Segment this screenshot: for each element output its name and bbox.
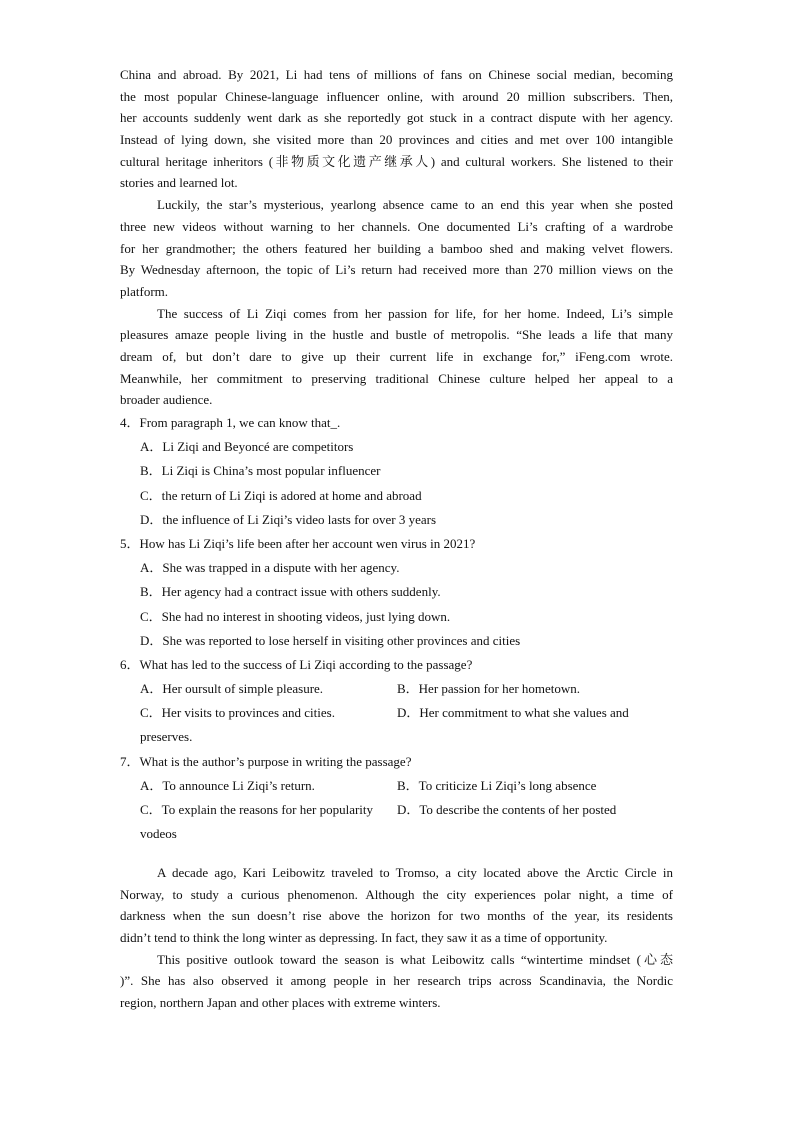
question-stem: 5．How has Li Ziqi’s life been after her account wen virus in 2021? xyxy=(120,535,476,551)
text-line: Meanwhile, her commitment to preserving traditional Chinese culture helped her appeal to a xyxy=(120,370,673,386)
question-item xyxy=(120,532,673,653)
text-line: the most popular Chinese-language influencer online, with around 20 million subscribers. Then, xyxy=(120,88,673,104)
text-line: darkness when the sun doesn’t rise above the horizon for two months of the year, its residents xyxy=(120,908,673,924)
question-item xyxy=(120,750,673,847)
text-line: pleasures amaze people living in the hustle and bustle of metropolis. “She leads a life that many xyxy=(120,327,673,343)
option-row xyxy=(120,774,673,798)
passage-two xyxy=(120,862,673,1014)
text-line: Norway, to study a curious phenomenon. Although the city experiences polar night, a time of xyxy=(120,886,673,902)
answer-option: B．To criticize Li Ziqi’s long absence xyxy=(397,777,597,793)
text-line: The success of Li Ziqi comes from her passion for life, for her home. Indeed, Li’s simple xyxy=(157,305,673,321)
text-line: for her grandmother; the others featured her building a bamboo shed and making velvet flowers. xyxy=(120,240,673,256)
paragraph xyxy=(120,862,673,949)
paragraph xyxy=(120,303,673,411)
text-line: stories and learned lot. xyxy=(120,175,238,191)
answer-option: B．Her passion for her hometown. xyxy=(397,681,581,697)
paragraph xyxy=(120,64,673,194)
text-line: broader audience. xyxy=(120,392,213,408)
text-line: region, northern Japan and other places with extreme winters. xyxy=(120,995,441,1011)
text-line: By Wednesday afternoon, the topic of Li’s return had received more than 270 million views on the xyxy=(120,262,673,278)
text-line: Luckily, the star’s mysterious, yearlong absence came to an end this year when she posted xyxy=(157,197,673,213)
option-continuation: preserves. xyxy=(140,729,193,745)
answer-option: D．Her commitment to what she values and xyxy=(397,705,629,721)
answer-option: C．Her visits to provinces and cities. xyxy=(140,705,335,721)
answer-option: A．Her oursult of simple pleasure. xyxy=(140,681,324,697)
answer-option: B．Her agency had a contract issue with others suddenly. xyxy=(140,584,441,600)
text-line: Instead of lying down, she visited more than 20 provinces and cities and met over 100 intangible xyxy=(120,132,673,148)
question-item xyxy=(120,653,673,750)
answer-option: C．To explain the reasons for her popularity xyxy=(140,802,374,817)
text-line: China and abroad. By 2021, Li had tens of millions of fans on Chinese social median, becoming xyxy=(120,67,673,82)
text-line: A decade ago, Kari Leibowitz traveled to Tromso, a city located above the Arctic Circle in xyxy=(157,865,673,880)
answer-option: B．Li Ziqi is China’s most popular influencer xyxy=(140,463,381,479)
text-line: didn’t tend to think the long winter as depressing. In fact, they saw it as a time of opportunity. xyxy=(120,930,608,946)
paragraph xyxy=(120,949,673,1014)
text-line: )”. She has also observed it among people in her research trips across Scandinavia, the Nordic xyxy=(120,973,673,989)
text-line: platform. xyxy=(120,283,169,299)
paragraph xyxy=(120,194,673,302)
question-stem: 4．From paragraph 1, we can know that_. xyxy=(120,415,341,430)
answer-option: D．She was reported to lose herself in visiting other provinces and cities xyxy=(140,632,521,648)
text-line: dream of, but don’t dare to give up their current life in exchange for,” iFeng.com wrote. xyxy=(120,348,673,364)
answer-option: C．She had no interest in shooting videos, just lying down. xyxy=(140,608,451,624)
answer-option: C．the return of Li Ziqi is adored at home and abroad xyxy=(140,487,422,503)
question-stem: 6．What has led to the success of Li Ziqi according to the passage? xyxy=(120,656,473,672)
text-line: three new videos without warning to her channels. One documented Li’s crafting of a wardrobe xyxy=(120,218,673,234)
text-line: cultural heritage inheritors (非物质文化遗产继承人) and cultural workers. She listened to their xyxy=(120,153,673,169)
questions xyxy=(120,411,673,846)
option-row xyxy=(120,677,673,701)
text-line: This positive outlook toward the season is what Leibowitz calls “wintertime mindset (心态 xyxy=(157,951,673,967)
question-item xyxy=(120,411,673,532)
answer-option: A．Li Ziqi and Beyoncé are competitors xyxy=(140,439,354,455)
answer-option: A．To announce Li Ziqi’s return. xyxy=(140,777,315,793)
answer-option: D．the influence of Li Ziqi’s video lasts for over 3 years xyxy=(140,511,437,527)
option-row xyxy=(120,701,673,725)
answer-option: D．To describe the contents of her posted xyxy=(397,802,617,817)
text-line: her accounts suddenly went dark as she reportedly got stuck in a contract dispute with her agency. xyxy=(120,110,673,126)
option-continuation: vodeos xyxy=(140,826,177,842)
answer-option: A．She was trapped in a dispute with her agency. xyxy=(140,560,400,576)
question-stem: 7．What is the author’s purpose in writing the passage? xyxy=(120,753,412,769)
option-row xyxy=(120,798,673,822)
passage-one xyxy=(120,64,673,411)
